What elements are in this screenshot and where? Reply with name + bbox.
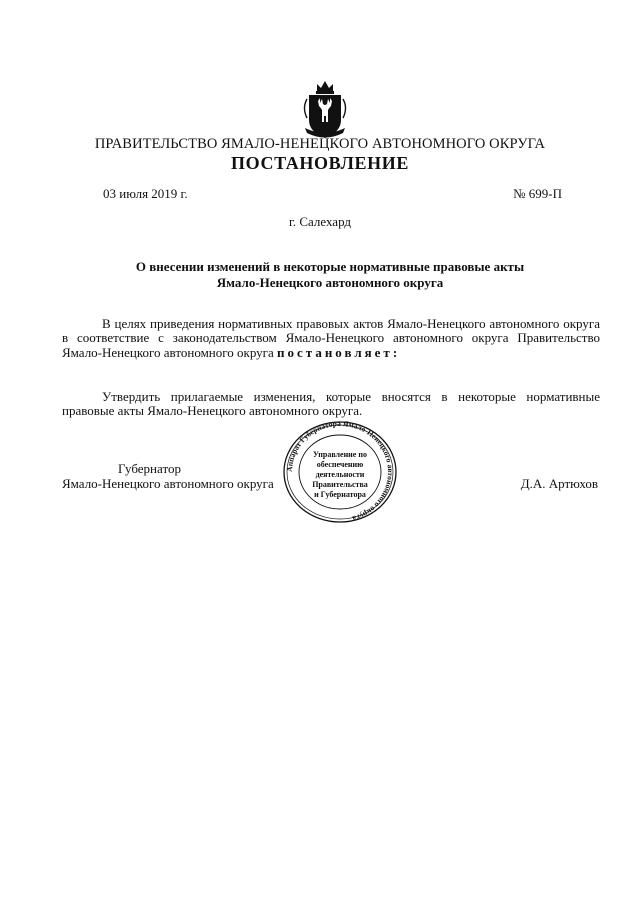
- stamp-line-1: Управление по: [313, 450, 367, 459]
- signatory-organization: Ямало-Ненецкого автономного округа: [62, 476, 274, 491]
- paragraph-2-text: Утвердить прилагаемые изменения, которые вносятся в некоторые нормативные правовые акты Ямало-Ненецкого автономного округа.: [62, 389, 600, 419]
- signatory-title: Губернатор: [118, 461, 181, 476]
- stamp-line-4: Правительства: [312, 480, 368, 489]
- yamal-coat-of-arms-icon: [298, 78, 352, 144]
- document-date: 03 июля 2019 г.: [103, 186, 188, 201]
- decree-word: постановляет:: [277, 344, 401, 360]
- stamp-line-2: обеспечению: [316, 460, 364, 469]
- paragraph-1-text: В целях приведения нормативных правовых актов Ямало-Ненецкого автономного округа в соответствие с законодательством Ямало-Ненецкого автономного округа Правительство Ямало-Ненецкого автономного округа: [62, 316, 600, 360]
- subject-line-2: Ямало-Ненецкого автономного округа: [216, 275, 444, 290]
- document-city: г. Салехард: [288, 214, 352, 229]
- stamp-line-3: деятельности: [315, 470, 365, 479]
- document-type-title: ПОСТАНОВЛЕНИЕ: [231, 153, 409, 173]
- signatory-name: Д.А. Артюхов: [520, 476, 598, 491]
- body-paragraph-1: [62, 317, 600, 360]
- body-paragraph-2: [62, 390, 600, 419]
- subject-line-1: О внесении изменений в некоторые нормативные правовые акты: [135, 259, 525, 274]
- document-number: № 699-П: [513, 186, 562, 201]
- document-subject: [60, 259, 600, 291]
- organization-title: ПРАВИТЕЛЬСТВО ЯМАЛО-НЕНЕЦКОГО АВТОНОМНОГО ОКРУГА: [94, 136, 546, 152]
- official-stamp: [272, 420, 408, 524]
- stamp-line-5: и Губернатора: [314, 490, 366, 499]
- stamp-ring-text: Аппарат Губернатора Ямало-Ненецкого автономного округа: [284, 420, 396, 524]
